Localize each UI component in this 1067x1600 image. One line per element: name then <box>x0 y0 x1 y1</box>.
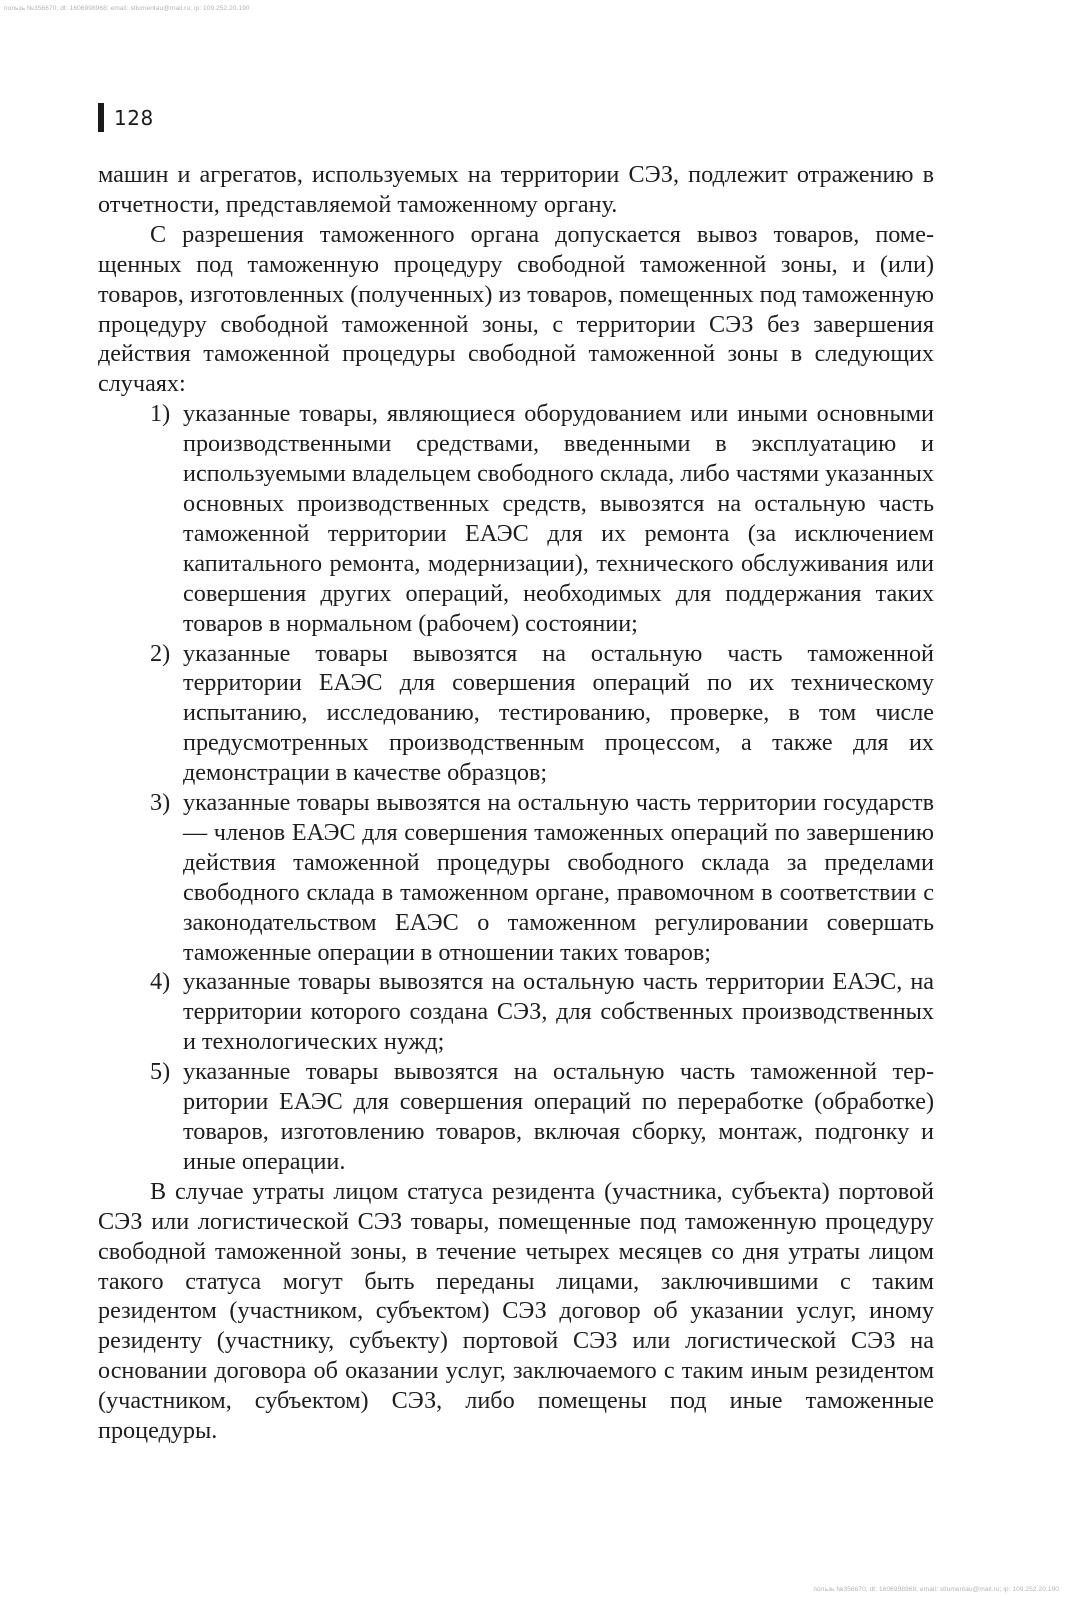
watermark-top: пользь №356670; dt: 1606998968; email: stlumentau@mail.ru; ip: 109.252.20.190 <box>4 5 250 12</box>
list-item-text: указанные товары вывозятся на остальную часть таможенной территории ЕАЭС для совершения операций по переработке (обработке) товаров, изготовлению товаров, включая сборку, монтаж, подгонку и иные операции. <box>183 1058 934 1175</box>
running-head <box>98 103 154 132</box>
list-item-number: 5) <box>150 1058 171 1086</box>
list-item <box>98 1057 934 1177</box>
watermark-bottom: пользь №356670; dt: 1606998968; email: stlumentau@mail.ru; ip: 109.252.20.190 <box>813 1586 1059 1593</box>
list-item-text: указанные товары вывозятся на остальную часть территории государств — членов ЕАЭС для совершения таможенных операций по завершению действия таможенной процедуры свободного склада за пределами свободного склада в таможенном органе, правомочном в соответствии с законодательством ЕАЭС о таможенном регулировании совершать таможенные операции в отношении таких товаров; <box>183 789 934 966</box>
list-item-text: указанные товары вывозятся на остальную часть территории ЕАЭС, на территории которого создана СЭЗ, для собственных производственных и технологических нужд; <box>183 968 934 1056</box>
paragraph-final: В случае утраты лицом статуса резидента (участника, субъекта) портовой СЭЗ или логистической СЭЗ товары, помещенные под таможенную процедуру свободной таможенной зоны, в течение четырех месяцев со дня утраты лицом такого статуса могут быть переданы лицами, заключившими с таким резидентом (участником, субъектом) СЭЗ договор об указании услуг, иному резиденту (участнику, субъекту) портовой СЭЗ или логистической СЭЗ на основании договора об оказании услуг, заключаемого с таким иным резидентом (участником, субъектом) СЭЗ, либо помещены под иные таможенные процедуры. <box>98 1177 934 1445</box>
list-item-number: 1) <box>150 400 171 428</box>
list-item-number: 3) <box>150 789 171 817</box>
list-item <box>98 788 934 967</box>
list-item <box>98 399 934 638</box>
paragraph-intro: С разрешения таможенного органа допускается вывоз товаров, помещенных под таможенную процедуру свободной таможенной зоны, и (или) товаров, изготовленных (полученных) из товаров, помещенных под таможенную процедуру свободной таможенной зоны, с территории СЭЗ без завершения действия таможенной процедуры свободной таможенной зоны в следующих случаях: <box>98 220 934 398</box>
list-item <box>98 639 934 789</box>
numbered-list <box>98 399 934 1177</box>
list-item-text: указанные товары, являющиеся оборудованием или иными основными производственными средствами, введенными в эксплуатацию и используемыми владельцем свободного склада, либо частями указанных основных производственных средств, вывозятся на остальную часть таможенной территории ЕАЭС для их ремонта (за исключением капитального ремонта, модернизации), технического обслуживания или совершения других операций, необходимых для поддержания таких товаров в нормальном (рабочем) состоянии; <box>183 400 934 637</box>
list-item <box>98 967 934 1057</box>
list-item-number: 2) <box>150 639 171 667</box>
list-item-number: 4) <box>150 968 171 996</box>
body-text <box>98 160 934 1446</box>
paragraph-continuation: машин и агрегатов, используемых на территории СЭЗ, подлежит отражению в отчетности, представляемой таможенному органу. <box>98 161 934 218</box>
page-number: 128 <box>114 105 154 130</box>
list-item-text: указанные товары вывозятся на остальную часть таможенной территории ЕАЭС для совершения операций по их техническому испытанию, исследованию, тестированию, проверке, в том числе предусмотренных производственным процессом, а также для их демонстрации в качестве образцов; <box>183 639 934 787</box>
header-bar <box>98 103 104 132</box>
